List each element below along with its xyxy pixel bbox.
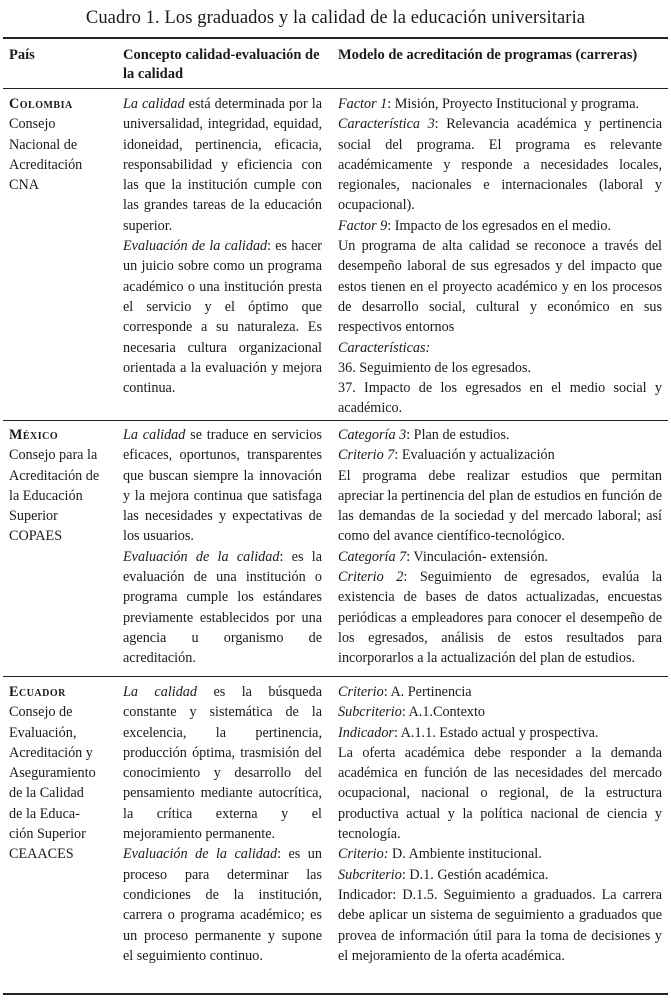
country-cell (9, 94, 113, 195)
modelo-paragraph: Criterio: A. Pertinencia (338, 684, 472, 700)
agency-line: Acreditación y (9, 744, 93, 761)
modelo-paragraph: Características: (338, 339, 431, 356)
agency-line: Consejo (9, 116, 56, 133)
country-cell (9, 425, 113, 547)
table-caption: Cuadro 1. Los graduados y la calidad de la educación universitaria (85, 8, 586, 28)
modelo-paragraph: Criterio 7: Evaluación y actualización (338, 447, 555, 464)
modelo-paragraph: Factor 9: Impacto de los egresados en el medio. (338, 217, 612, 234)
modelo-cell (338, 425, 662, 669)
agency-line: de la Calidad (9, 785, 84, 802)
modelo-paragraph: Factor 1: Misión, Proyecto Institucional y programa. (338, 96, 640, 112)
modelo-paragraph: Característica 3: Relevancia académica y pertinencia social del programa. El programa es relevante académicamente y responde a necesidades locales, regionales, nacionales e internacionales (laboral y ocupacional). (338, 116, 662, 214)
modelo-paragraph: 37. Impacto de los egresados en el medio social y académico. (338, 380, 662, 417)
modelo-paragraph: 36. Seguimiento de los egresados. (338, 359, 532, 376)
header-pais: País (9, 47, 35, 63)
concepto-paragraph: La calidad es la búsqueda constante y sistemática de la excelencia, la pertinencia, producción óptima, trasmisión del conocimiento y desarrollo del pensamiento mediante autocrítica, la crítica externa y el mejoramiento permanente. (123, 684, 322, 843)
header-rule (3, 88, 668, 89)
header-modelo: Modelo de acreditación de programas (carreras) (338, 47, 638, 63)
modelo-paragraph: Indicador: D.1.5. Seguimiento a graduados. La carrera debe aplicar un sistema de seguimiento a graduados que provea de información útil para la toma de decisiones y el mejoramiento de la oferta académica. (338, 886, 662, 964)
agency-line: la Educación (9, 487, 83, 504)
agency-line: Consejo para la (9, 447, 98, 464)
modelo-paragraph: Criterio 2: Seguimiento de egresados, evalúa la existencia de bases de datos actualizadas, encuestas periódicas a empleadores para conocer el desempeño de los egresados, análisis de estos resultados para incorporarlos a la actualización del plan de estudios. (338, 569, 662, 667)
modelo-paragraph: Subcriterio: D.1. Gestión académica. (338, 866, 549, 883)
modelo-paragraph: Subcriterio: A.1.Contexto (338, 704, 486, 721)
concepto-paragraph: La calidad se traduce en servicios eficaces, oportunos, transparentes que buscan siempre la innovación y la mejora continua que satisfaga las necesidades y expectativas de los usuarios. (123, 427, 322, 545)
header-concepto: Concepto calidad-evaluación de la calidad (123, 47, 320, 82)
agency-line: CEAACES (9, 846, 74, 863)
agency-line: Superior (9, 508, 58, 525)
modelo-paragraph: Criterio: D. Ambiente institucional. (338, 846, 542, 863)
modelo-paragraph: Un programa de alta calidad se reconoce a través del desempeño laboral de sus egresados y del impacto que estos tienen en el proyecto académico y en los procesos de desarrollo social, cultural y económico en sus respectivos entornos (338, 238, 662, 336)
modelo-cell (338, 682, 662, 966)
concepto-cell (123, 94, 322, 398)
country-name: Ecuador (9, 684, 66, 700)
concepto-paragraph: Evaluación de la calidad: es hacer un juicio sobre como un programa académico o una institución presta el servicio y el óptimo que corresponde a su naturaleza. Es necesaria cultura organizacional orientada a la evaluación y mejora continua. (123, 238, 322, 397)
row-rule (3, 676, 668, 677)
bottom-rule (3, 993, 668, 995)
agency-line: Aseguramiento (9, 765, 96, 782)
concepto-paragraph: Evaluación de la calidad: es un proceso para determinar las condiciones de la institución, carrera o programa académico; es un proceso permanente y supone el seguimiento continuo. (123, 846, 322, 964)
agency-line: Evaluación, (9, 724, 77, 741)
agency-line: CNA (9, 177, 39, 194)
top-rule (3, 37, 668, 39)
agency-line: de la Educa- (9, 805, 80, 822)
agency-line: Consejo de (9, 704, 73, 721)
agency-line: Acreditación (9, 156, 83, 173)
row-rule (3, 420, 668, 421)
country-cell (9, 682, 113, 865)
agency-line: COPAES (9, 528, 63, 545)
agency-line: Acreditación de (9, 467, 100, 484)
modelo-paragraph: El programa debe realizar estudios que permitan apreciar la pertinencia del plan de estudios en función de las demandas de la sociedad y del mercado laboral; así como del avance científico-tecnológico. (338, 467, 662, 545)
modelo-paragraph: La oferta académica debe responder a la demanda académica en función de las necesidades del mercado ocupacional, nacional o regional, de la estructura productiva actual y la política nacional de ciencia y tecnología. (338, 744, 662, 843)
agency-line: ción Superior (9, 826, 86, 843)
modelo-paragraph: Indicador: A.1.1. Estado actual y prospectiva. (338, 724, 599, 741)
concepto-cell (123, 425, 322, 669)
modelo-paragraph: Categoría 3: Plan de estudios. (338, 427, 510, 443)
modelo-paragraph: Categoría 7: Vinculación- extensión. (338, 548, 549, 565)
modelo-cell (338, 94, 662, 419)
concepto-paragraph: La calidad está determinada por la universalidad, integridad, equidad, idoneidad, pertinencia, eficacia, responsabilidad y eficiencia con las que la institución cumple con las grandes tareas de la educación superior. (123, 96, 322, 234)
country-name: México (9, 427, 59, 443)
concepto-cell (123, 682, 322, 966)
concepto-paragraph: Evaluación de la calidad: es la evaluación de una institución o programa cumple los estándares previamente establecidos por una agencia u organismo de acreditación. (123, 548, 322, 667)
agency-line: Nacional de (9, 136, 78, 153)
country-name: Colombia (9, 96, 73, 112)
